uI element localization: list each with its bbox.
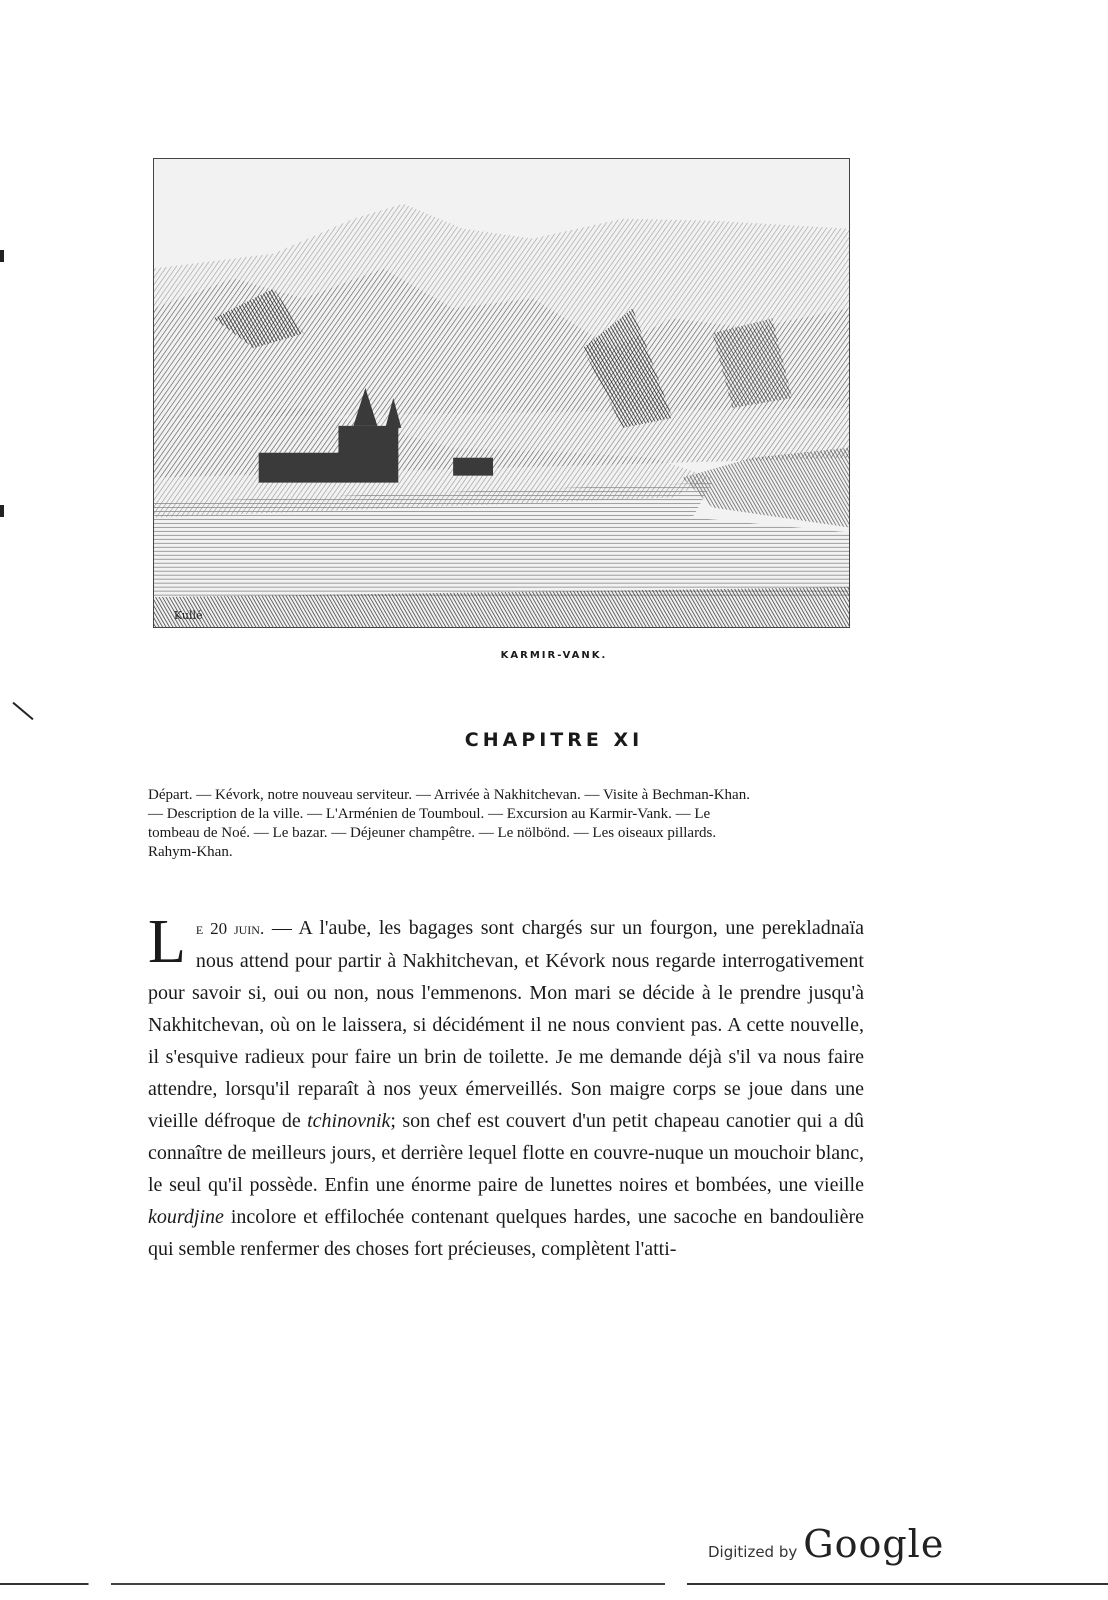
date-opening: e 20 juin.	[195, 919, 265, 938]
summary-line: — Description de la ville. — L'Arménien de Toumboul. — Excursion au Karmir-Vank. — Le	[148, 806, 711, 822]
scan-bottom-edge	[0, 1583, 1108, 1585]
italic-term-kourdjine: kourdjine	[148, 1206, 224, 1228]
scan-left-edge	[0, 0, 40, 1600]
paragraph-text-1: — A l'aube, les bagages sont chargés sur un fourgon, une perekladnaïa nous attend pour partir à Nakhitchevan, et Kévork nous regarde interrogativement pour savoir si, oui ou non, nous l'emmenons. Mon mari se décide à le prendre jusqu'à Nakhitchevan, où on le laissera, si décidément il ne nous convient pas. A cette nouvelle, il s'esquive radieux pour faire un brin de toilette. Je me demande déjà s'il va nous faire attendre, lorsqu'il reparaît à nos yeux émerveillés. Son maigre corps se joue dans une vieille défroque de	[148, 917, 865, 1132]
italic-term-tchinovnik: tchinovnik	[307, 1110, 391, 1132]
karmir-vank-engraving	[153, 158, 850, 628]
summary-line: Départ. — Kévork, notre nouveau serviteur. — Arrivée à Nakhitchevan. — Visite à Bechman-Khan.	[148, 787, 750, 803]
summary-line: tombeau de Noé. — Le bazar. — Déjeuner champêtre. — Le nölbönd. — Les oiseaux pillards.	[148, 825, 717, 841]
artist-signature: Kullé	[173, 609, 203, 623]
paragraph-text-3: incolore et effilochée contenant quelques hardes, une sacoche en bandoulière qui semble renfermer des choses fort précieuses, complètent l'atti-	[148, 1206, 864, 1260]
summary-line: Rahym-Khan.	[148, 844, 233, 860]
chapter-title: CHAPITRE XI	[464, 729, 644, 751]
digitized-watermark	[708, 1522, 944, 1566]
watermark-brand: Google	[803, 1522, 945, 1566]
body-paragraph	[148, 908, 865, 1265]
figure-caption: KARMIR-VANK.	[500, 650, 608, 661]
chapter-summary	[148, 786, 860, 862]
drop-cap: L	[148, 908, 186, 976]
watermark-prefix: Digitized by	[708, 1543, 798, 1561]
paragraph-text-2: ; son chef est couvert d'un petit chapeau canotier qui a dû connaître de meilleurs jours, et derrière lequel flotte en couvre-nuque un mouchoir blanc, le seul qu'il possède. Enfin une énorme paire de lunettes noires et bombées, une vieille	[148, 1110, 865, 1196]
